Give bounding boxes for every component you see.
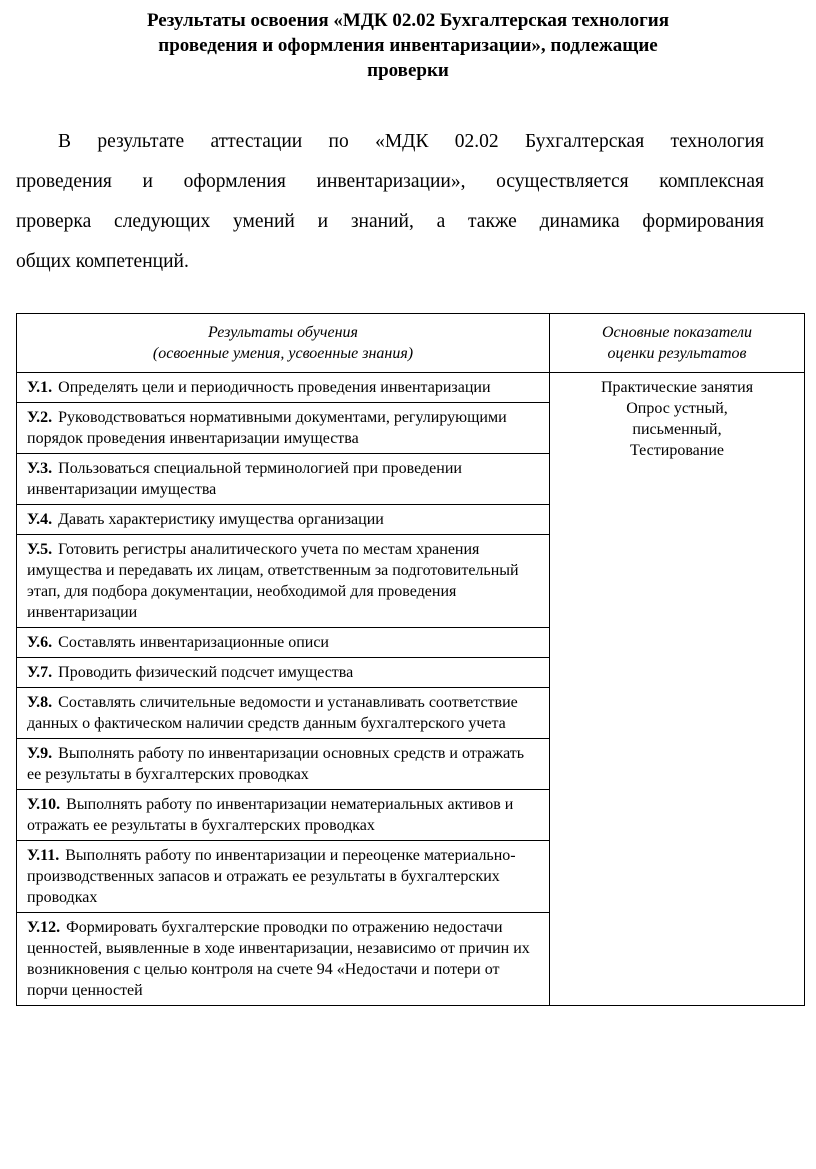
intro-line: проведения и оформления инвентаризации», осуществляется комплексная	[16, 171, 764, 192]
skill-text: Пользоваться специальной терминологией при проведении инвентаризации имущества	[27, 460, 462, 498]
assessment-method: Опрос устный,	[626, 400, 728, 417]
skill-cell	[17, 535, 550, 628]
table-row	[17, 373, 805, 403]
assessment-method: Тестирование	[630, 442, 724, 459]
document-title	[60, 8, 756, 83]
header-indicators-line2: оценки результатов	[607, 345, 747, 362]
intro-line	[16, 122, 764, 162]
skill-code: У.2.	[27, 409, 53, 426]
skill-text: Руководствоваться нормативными документами, регулирующими порядок проведения инвентаризации имущества	[27, 409, 507, 447]
skill-text: Определять цели и периодичность проведения инвентаризации	[58, 379, 491, 396]
skill-cell	[17, 403, 550, 454]
skill-code: У.5.	[27, 541, 53, 558]
skill-code: У.7.	[27, 664, 53, 681]
skill-code: У.11.	[27, 847, 60, 864]
header-indicators	[550, 314, 805, 373]
skill-text: Выполнять работу по инвентаризации нематериальных активов и отражать ее результаты в бухгалтерских проводках	[27, 796, 514, 834]
skill-text: Выполнять работу по инвентаризации и переоценке материально-производственных запасов и отражать ее результаты в бухгалтерских проводках	[27, 847, 516, 906]
skill-code: У.12.	[27, 919, 61, 936]
intro-line: общих компетенций.	[16, 251, 189, 272]
skill-cell	[17, 454, 550, 505]
intro-paragraph	[16, 122, 764, 282]
intro-line: проверка следующих умений и знаний, а также динамика формирования	[16, 211, 764, 232]
skill-text: Составлять инвентаризационные описи	[58, 634, 329, 651]
skill-cell	[17, 628, 550, 658]
skill-code: У.4.	[27, 511, 53, 528]
skill-code: У.6.	[27, 634, 53, 651]
table-body	[17, 373, 805, 1006]
header-results	[17, 314, 550, 373]
skill-cell	[17, 373, 550, 403]
skill-cell	[17, 913, 550, 1006]
skill-cell	[17, 790, 550, 841]
skill-code: У.1.	[27, 379, 53, 396]
skill-cell	[17, 841, 550, 913]
skill-text: Готовить регистры аналитического учета по местам хранения имущества и передавать их лицам, ответственным за подготовительный этап, для подбора документации, необходимой для проведения инвентаризации	[27, 541, 519, 621]
skill-text: Проводить физический подсчет имущества	[58, 664, 354, 681]
title-line: проверки	[367, 60, 449, 81]
assessment-method: Практические занятия	[600, 379, 754, 396]
table-header-row	[17, 314, 805, 373]
skill-text: Формировать бухгалтерские проводки по отражению недостачи ценностей, выявленные в ходе инвентаризации, независимо от причин их возникновения с целью контроля на счете 94 «Недостачи и потери от порчи ценностей	[27, 919, 530, 999]
skill-text: Давать характеристику имущества организации	[58, 511, 384, 528]
title-line: Результаты освоения «МДК 02.02 Бухгалтерская технология	[146, 10, 670, 31]
skill-code: У.8.	[27, 694, 53, 711]
header-results-line2: (освоенные умения, усвоенные знания)	[152, 345, 414, 362]
assessment-method: письменный,	[632, 421, 722, 438]
intro-line-text: В результате аттестации по «МДК 02.02 Бухгалтерская технология	[58, 131, 764, 152]
skill-code: У.10.	[27, 796, 61, 813]
skill-code: У.9.	[27, 745, 53, 762]
skill-text: Составлять сличительные ведомости и устанавливать соответствие данных о фактическом наличии средств данным бухгалтерского учета	[27, 694, 518, 732]
header-results-line1: Результаты обучения	[208, 324, 358, 341]
results-table	[16, 313, 805, 1006]
skill-cell	[17, 739, 550, 790]
skill-text: Выполнять работу по инвентаризации основных средств и отражать ее результаты в бухгалтерских проводках	[27, 745, 525, 783]
skill-cell	[17, 658, 550, 688]
title-line: проведения и оформления инвентаризации», подлежащие	[158, 35, 658, 56]
skill-cell	[17, 505, 550, 535]
header-indicators-line1: Основные показатели	[602, 324, 752, 341]
skill-cell	[17, 688, 550, 739]
skill-code: У.3.	[27, 460, 53, 477]
assessment-methods-cell	[550, 373, 805, 1006]
